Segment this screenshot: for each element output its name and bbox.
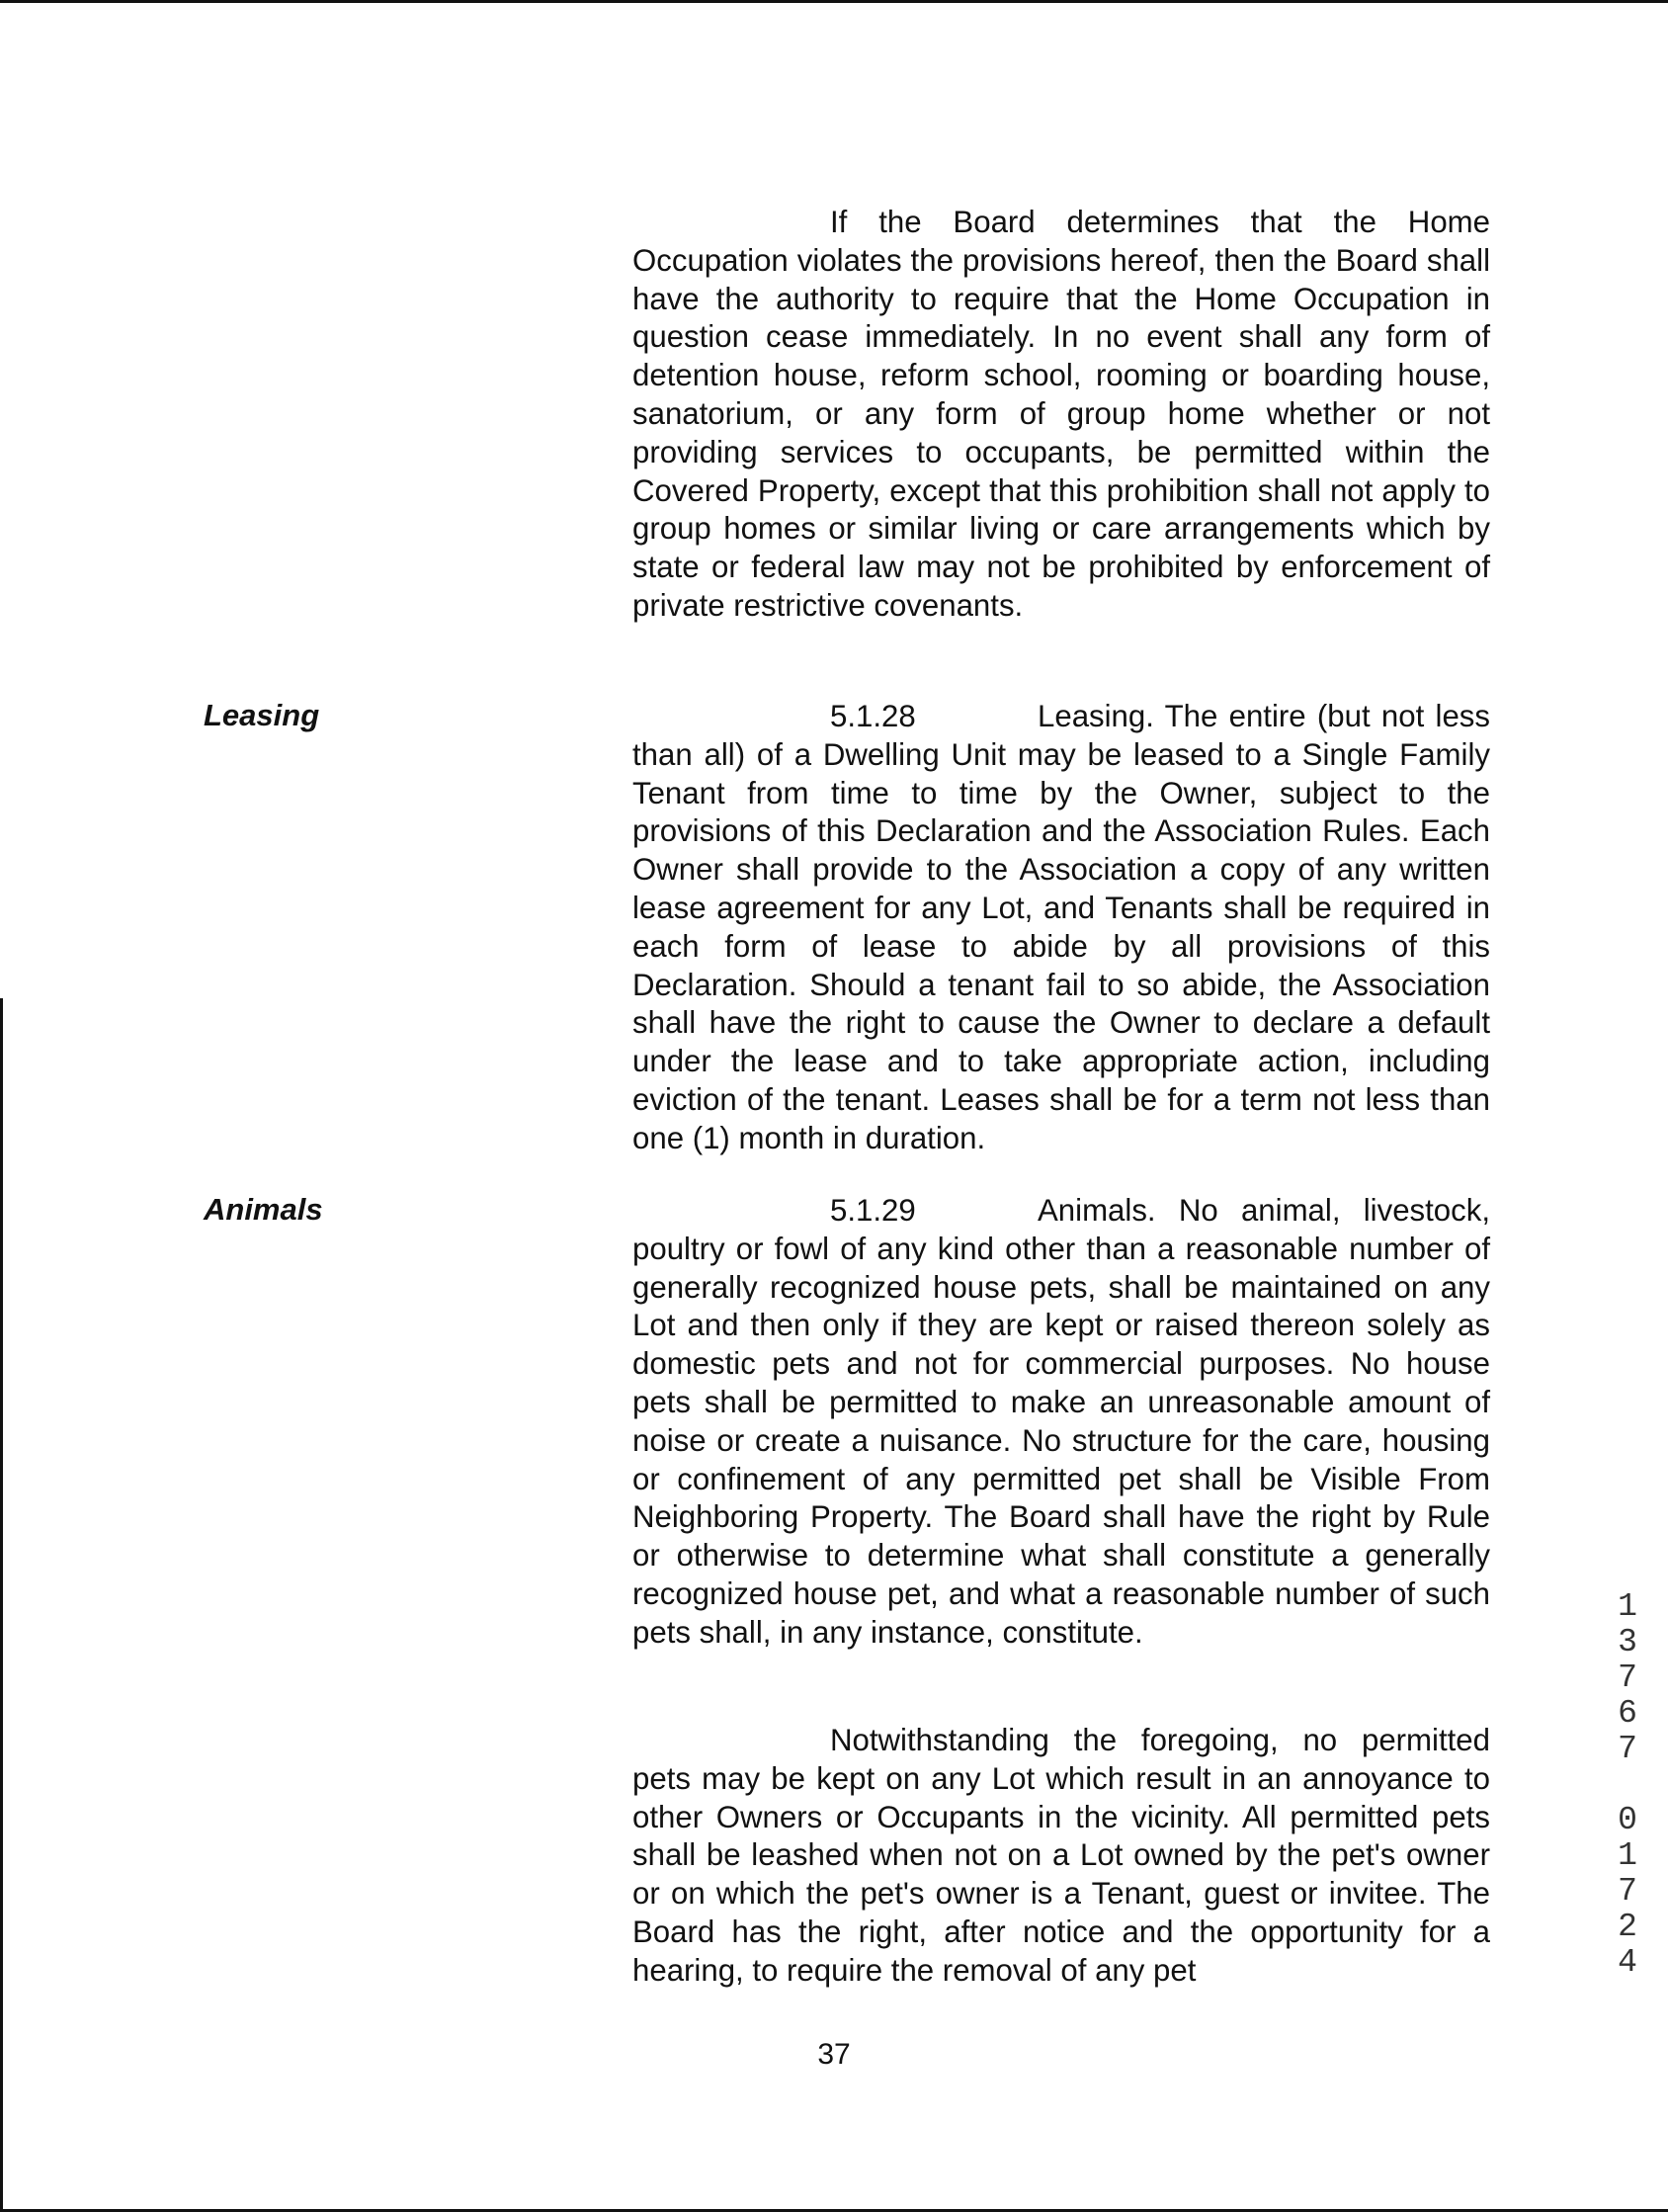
notwithstanding-text: Notwithstanding the foregoing, no permitted pets may be kept on any Lot which result in an annoyance to other Owners or Occupants in the vicinity. All permitted pets shall be leashed when not on a Lot owned by the pet's owner or on which the pet's owner is a Tenant, guest or invitee. The Board has the right, after notice and the opportunity for a hearing, to require the removal of any pet	[632, 1723, 1490, 1988]
section-number-animals: 5.1.29	[830, 1193, 916, 1228]
home-occupation-text: If the Board determines that the Home Occupation violates the provisions hereof, then the Board shall have the authority to require that the Home Occupation in question cease immediately. In no event shall any form of detention house, reform school, rooming or boarding house, sanatorium, or any form of group home whether or not providing services to occupants, be permitted within the Covered Property, except that this prohibition shall not apply to group homes or similar living or care arrangements which by state or federal law may not be prohibited by enforcement of private restrictive covenants.	[632, 205, 1490, 623]
home-occupation-paragraph	[632, 204, 1490, 626]
leasing-paragraph	[632, 698, 1490, 1158]
stamp-digit: 1	[1618, 1837, 1637, 1874]
animals-paragraph	[632, 1192, 1490, 1653]
page-border-left	[0, 998, 3, 2212]
recording-number-stamp	[1608, 1589, 1647, 1981]
stamp-digit: 1	[1618, 1588, 1637, 1625]
stamp-digit: 6	[1618, 1695, 1637, 1732]
stamp-digit: 2	[1618, 1909, 1637, 1945]
stamp-digit: 0	[1618, 1802, 1637, 1838]
notwithstanding-paragraph	[632, 1722, 1490, 1991]
page-number: 37	[817, 2038, 851, 2071]
stamp-digit: 7	[1618, 1873, 1637, 1910]
stamp-digit: 4	[1618, 1944, 1637, 1981]
animals-text: Animals. No animal, livestock, poultry or fowl of any kind other than a reasonable number of generally recognized house pets, shall be maintained on any Lot and then only if they are kept or raised thereon solely as domestic pets and not for commercial purposes. No house pets shall be permitted to make an unreasonable amount of noise or create a nuisance. No structure for the care, housing or confinement of any permitted pet shall be Visible From Neighboring Property. The Board shall have the right by Rule or otherwise to determine what shall constitute a generally recognized house pet, and what a reasonable number of such pets shall, in any instance, constitute.	[632, 1193, 1490, 1650]
leasing-text: Leasing. The entire (but not less than all) of a Dwelling Unit may be leased to a Single Family Tenant from time to time by the Owner, subject to the provisions of this Declaration and the Association Rules. Each Owner shall provide to the Association a copy of any written lease agreement for any Lot, and Tenants shall be required in each form of lease to abide by all provisions of this Declaration. Should a tenant fail to so abide, the Association shall have the right to cause the Owner to declare a default under the lease and to take appropriate action, including eviction of the tenant. Leases shall be for a term not less than one (1) month in duration.	[632, 699, 1490, 1155]
section-number-leasing: 5.1.28	[830, 699, 916, 733]
stamp-digit: 7	[1618, 1731, 1637, 1767]
stamp-gap	[1608, 1767, 1647, 1803]
stamp-digit: 7	[1618, 1659, 1637, 1696]
margin-label-animals: Animals	[204, 1192, 323, 1227]
stamp-digit: 3	[1618, 1624, 1637, 1660]
margin-label-leasing: Leasing	[204, 698, 320, 732]
page-border-top	[0, 0, 1668, 3]
